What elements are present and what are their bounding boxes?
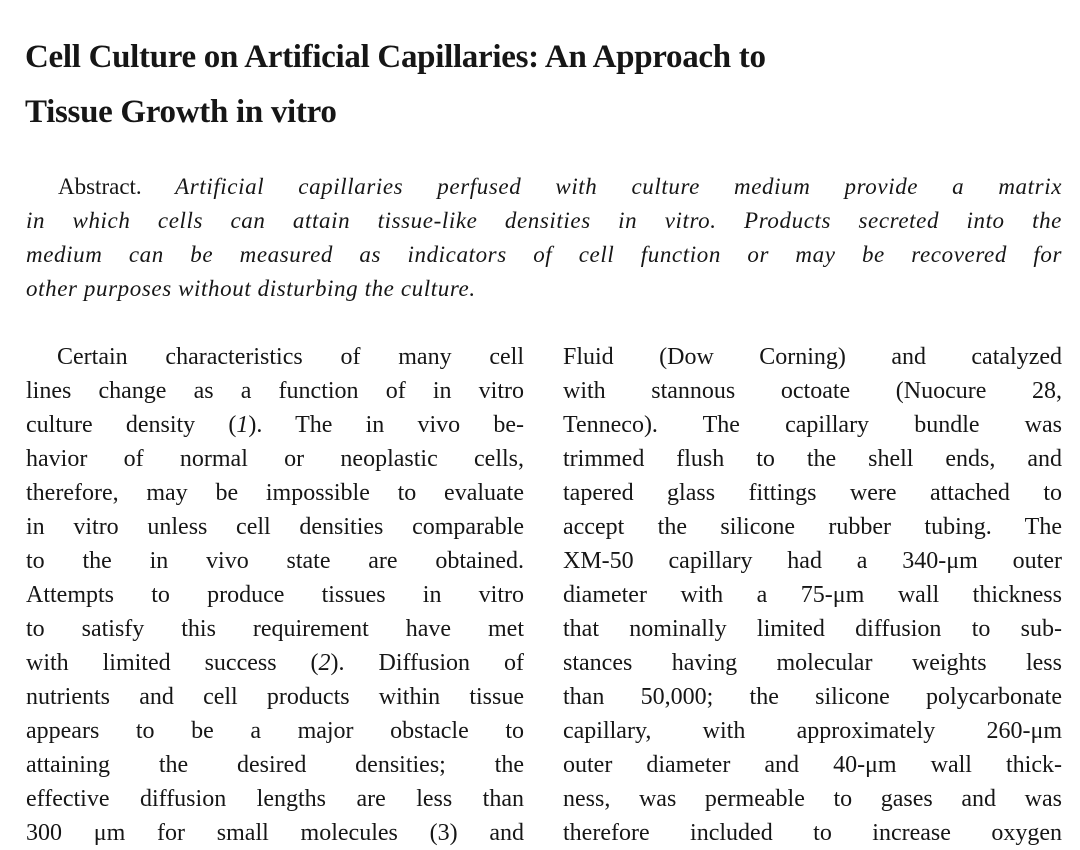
body-line: tapered glass fittings were attached to bbox=[563, 480, 1062, 506]
body-line: in vitro unless cell densities comparable bbox=[26, 514, 524, 540]
body-line: outer diameter and 40-μm wall thick- bbox=[563, 752, 1062, 778]
abstract-line-3: medium can be measured as indicators of cell function or may be recovered for bbox=[26, 242, 1062, 267]
body-line-text: ). The in vivo be- bbox=[248, 412, 525, 438]
body-line: Tenneco). The capillary bundle was bbox=[563, 412, 1062, 438]
body-line: therefore included to increase oxygen bbox=[563, 820, 1062, 846]
body-line: to satisfy this requirement have met bbox=[26, 616, 524, 642]
body-line-text: culture density ( bbox=[26, 412, 237, 438]
body-line: capillary, with approximately 260-μm bbox=[563, 718, 1062, 744]
abstract-line-2: in which cells can attain tissue-like densities in vitro. Products secreted into the bbox=[26, 208, 1062, 233]
body-column-left bbox=[26, 340, 524, 850]
body-line: than 50,000; the silicone polycarbonate bbox=[563, 684, 1062, 710]
body-line: accept the silicone rubber tubing. The bbox=[563, 514, 1062, 540]
abstract-line-1 bbox=[26, 170, 1062, 204]
body-line: that nominally limited diffusion to sub- bbox=[563, 616, 1062, 642]
body-line: Attempts to produce tissues in vitro bbox=[26, 582, 524, 608]
body-line: 300 μm for small molecules (3) and bbox=[26, 820, 524, 846]
body-line: attaining the desired densities; the bbox=[26, 752, 524, 778]
title-line-2: Tissue Growth in vitro bbox=[25, 94, 337, 130]
citation-ref: 1 bbox=[236, 412, 249, 438]
body-line bbox=[26, 646, 524, 680]
body-line: with stannous octoate (Nuocure 28, bbox=[563, 378, 1062, 404]
body-line: Fluid (Dow Corning) and catalyzed bbox=[563, 344, 1062, 370]
abstract bbox=[26, 170, 1062, 306]
body-line bbox=[26, 408, 524, 442]
body-line: XM-50 capillary had a 340-μm outer bbox=[563, 548, 1062, 574]
body-line-text: ). Diffusion of bbox=[330, 650, 524, 676]
body-line: havior of normal or neoplastic cells, bbox=[26, 446, 524, 472]
body-line-text: with limited success ( bbox=[26, 650, 319, 676]
body-line: diameter with a 75-μm wall thickness bbox=[563, 582, 1062, 608]
body-line: effective diffusion lengths are less than bbox=[26, 786, 524, 812]
body-column-right bbox=[563, 340, 1062, 850]
body-line: to the in vivo state are obtained. bbox=[26, 548, 524, 574]
body-line: therefore, may be impossible to evaluate bbox=[26, 480, 524, 506]
body-line: lines change as a function of in vitro bbox=[26, 378, 524, 404]
body-line: trimmed flush to the shell ends, and bbox=[563, 446, 1062, 472]
body-line: appears to be a major obstacle to bbox=[26, 718, 524, 744]
title-line-1: Cell Culture on Artificial Capillaries: An Approach to bbox=[25, 39, 766, 75]
citation-ref: 2 bbox=[318, 650, 331, 676]
body-line: ness, was permeable to gases and was bbox=[563, 786, 1062, 812]
abstract-text: Artificial capillaries perfused with culture medium provide a matrix bbox=[175, 174, 1063, 199]
body-line: nutrients and cell products within tissue bbox=[26, 684, 524, 710]
body-line: stances having molecular weights less bbox=[563, 650, 1062, 676]
body-line: Certain characteristics of many cell bbox=[57, 344, 524, 370]
article-title bbox=[25, 30, 1065, 140]
abstract-label: Abstract. bbox=[58, 174, 142, 199]
abstract-line-4: other purposes without disturbing the culture. bbox=[26, 276, 476, 301]
